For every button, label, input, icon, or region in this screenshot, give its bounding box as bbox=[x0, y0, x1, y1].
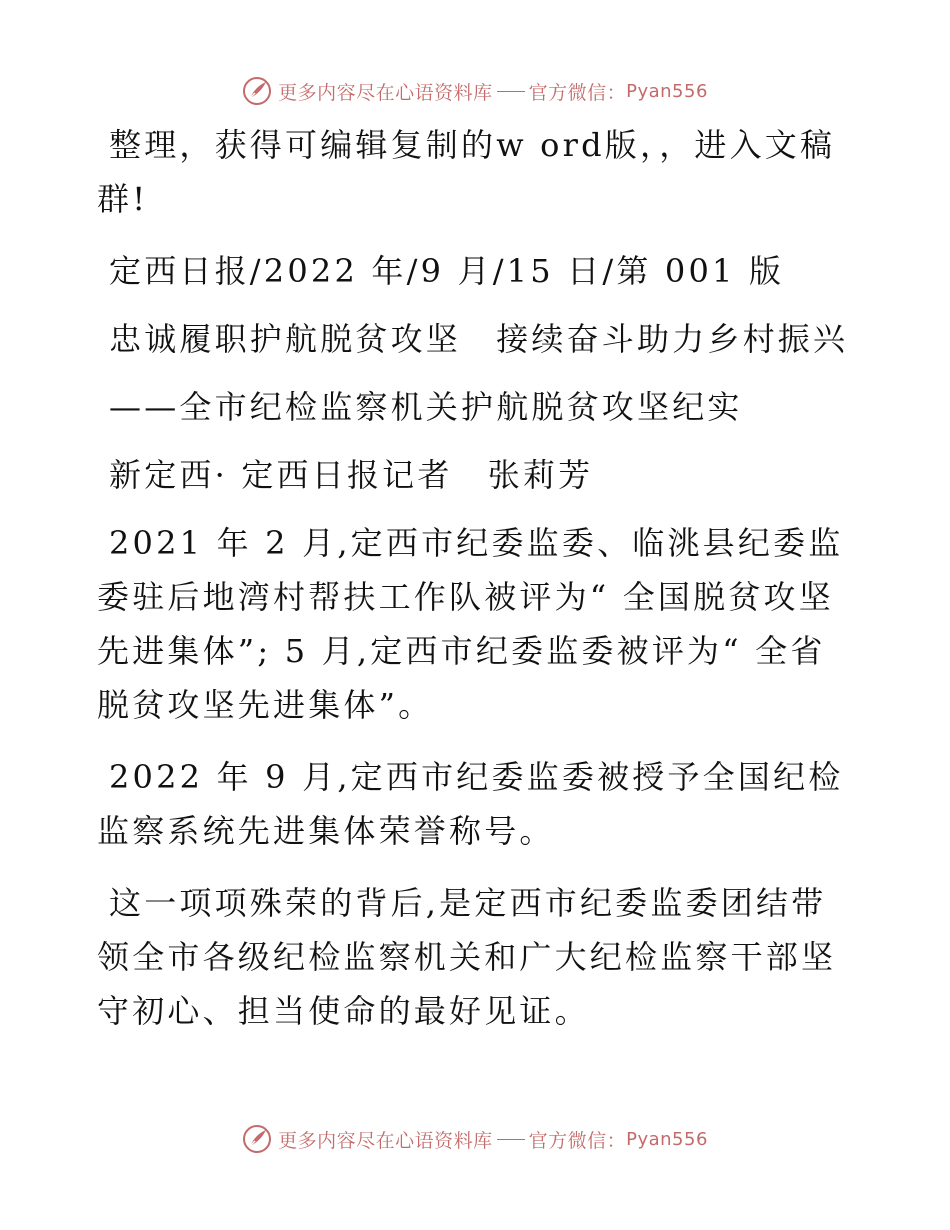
quill-pen-logo-icon bbox=[242, 1124, 272, 1154]
byline: 新定西· 定西日报记者 张莉芳 bbox=[109, 456, 594, 494]
watermark-footer bbox=[0, 1122, 950, 1156]
watermark-channel: 官方微信： bbox=[528, 1129, 627, 1152]
article-title: 忠诚履职护航脱贫攻坚 接续奋斗助力乡村振兴 bbox=[109, 320, 849, 358]
article-body bbox=[97, 118, 857, 1056]
quill-pen-logo-icon bbox=[242, 76, 272, 106]
watermark-brand: 更多内容尽在心语资料库 bbox=[278, 1129, 493, 1152]
body-paragraph: 2022 年 9 月,定西市纪委监委被授予全国纪检监察系统先进集体荣誉称号。 bbox=[97, 758, 844, 850]
publication-line: 定西日报/2022 年/9 月/15 日/第 001 版 bbox=[109, 252, 785, 290]
watermark-separator bbox=[497, 91, 525, 92]
watermark-wechat-id: Pyan556 bbox=[626, 80, 708, 102]
watermark-header bbox=[0, 74, 950, 108]
intro-note: 整理，获得可编辑复制的w ord版，，进入文稿群! bbox=[97, 126, 836, 218]
watermark-brand: 更多内容尽在心语资料库 bbox=[278, 81, 493, 104]
body-paragraph: 这一项项殊荣的背后,是定西市纪委监委团结带领全市各级纪检监察机关和广大纪检监察干部坚守初心、担当使命的最好见证。 bbox=[97, 884, 837, 1030]
watermark-channel: 官方微信： bbox=[528, 81, 627, 104]
watermark-wechat-id: Pyan556 bbox=[626, 1128, 708, 1150]
article-subtitle: ——全市纪检监察机关护航脱贫攻坚纪实 bbox=[109, 388, 743, 426]
watermark-separator bbox=[497, 1139, 525, 1140]
body-paragraph: 2021 年 2 月,定西市纪委监委、临洮县纪委监委驻后地湾村帮扶工作队被评为“ 全国脱贫攻坚先进集体”; 5 月,定西市纪委监委被评为“ 全省脱贫攻坚先进集体”。 bbox=[97, 524, 844, 724]
